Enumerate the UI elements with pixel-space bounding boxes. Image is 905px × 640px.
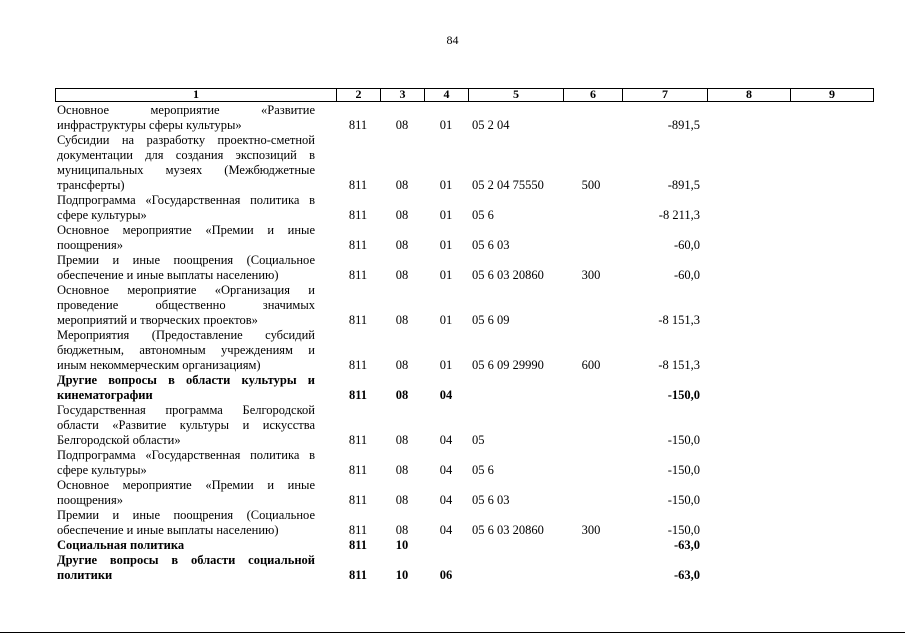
cell-c5: 05 6 03 20860 [472,268,544,282]
cell-c7: -150,0 [667,463,700,477]
cell-c2: 811 [348,118,368,132]
row-description [57,373,315,403]
table-row [0,553,905,583]
row-description [57,223,315,253]
table-row [0,253,905,283]
cell-c2: 811 [348,463,368,477]
cell-c3: 10 [395,568,409,582]
table-row [0,403,905,448]
cell-c3: 08 [395,313,409,327]
row-description [57,283,315,328]
table-row [0,508,905,538]
header-frame [55,88,874,102]
cell-c2: 811 [348,313,368,327]
cell-c7: -8 151,3 [658,313,700,327]
description-line: Основное мероприятие «Премии и иные [57,478,315,492]
cell-c2: 811 [348,493,368,507]
cell-c2: 811 [348,523,368,537]
cell-c6 [562,118,620,133]
description-line: обеспечение и иные выплаты населению) [57,268,279,282]
cell-c5: 05 2 04 [472,118,510,132]
header-col-3: 3 [380,88,424,102]
description-line: Премии и иные поощрения (Социальное [57,253,315,267]
table-row [0,448,905,478]
table-row [0,478,905,508]
cell-c5: 05 2 04 75550 [472,178,544,192]
row-description [57,553,315,583]
row-description [57,103,315,133]
description-line: Подпрограмма «Государственная политика в [57,448,315,462]
header-col-7: 7 [622,88,707,102]
cell-c3: 08 [395,388,409,402]
cell-c5 [472,568,572,583]
row-description [57,253,315,283]
header-col-1: 1 [55,88,336,102]
cell-c7: -8 151,3 [658,358,700,372]
cell-c2: 811 [348,178,368,192]
description-line: поощрения» [57,238,123,252]
description-line: поощрения» [57,493,123,507]
cell-c6 [562,313,620,328]
cell-c3: 08 [395,523,409,537]
description-line: Основное мероприятие «Развитие [57,103,315,117]
table-row [0,103,905,133]
cell-c2: 811 [348,388,368,402]
description-line: области «Развитие культуры и искусства [57,418,315,432]
cell-c2: 811 [348,268,368,282]
table-row [0,328,905,373]
table-row [0,538,905,553]
cell-c5 [472,388,572,403]
description-line: иным некоммерческим организациям) [57,358,261,372]
cell-c4 [424,538,468,553]
cell-c6: 600 [581,358,601,372]
cell-c4: 04 [439,493,453,507]
cell-c6 [562,238,620,253]
cell-c4: 06 [439,568,453,582]
header-col-5: 5 [468,88,563,102]
description-line: политики [57,568,113,582]
row-description [57,403,315,448]
description-line: Подпрограмма «Государственная политика в [57,193,315,207]
table-row [0,283,905,328]
row-description [57,193,315,223]
description-line: Основное мероприятие «Организация и [57,283,315,297]
description-line: Белгородской области» [57,433,181,447]
cell-c6 [562,568,620,583]
cell-c3: 08 [395,433,409,447]
cell-c4: 01 [439,268,453,282]
cell-c3: 08 [395,358,409,372]
cell-c7: -60,0 [673,238,700,252]
cell-c7: -891,5 [667,178,700,192]
cell-c2: 811 [348,568,368,582]
description-line: Государственная программа Белгородской [57,403,315,417]
description-line: инфраструктуры сферы культуры» [57,118,242,132]
description-line: обеспечение и иные выплаты населению) [57,523,279,537]
description-line: Мероприятия (Предоставление субсидий [57,328,315,342]
description-line: мероприятий и творческих проектов» [57,313,258,327]
cell-c7: -8 211,3 [658,208,700,222]
cell-c2: 811 [348,433,368,447]
cell-c7: -63,0 [673,538,700,552]
cell-c6 [562,463,620,478]
description-line: Социальная политика [57,538,185,552]
cell-c2: 811 [348,538,368,552]
cell-c3: 08 [395,178,409,192]
description-line: Основное мероприятие «Премии и иные [57,223,315,237]
table-row [0,193,905,223]
description-line: документации для создания экспозиций в [57,148,315,162]
cell-c3: 08 [395,118,409,132]
cell-c6 [562,388,620,403]
cell-c4: 04 [439,388,453,402]
description-line: кинематографии [57,388,153,402]
table-row [0,373,905,403]
cell-c4: 04 [439,433,453,447]
cell-c2: 811 [348,358,368,372]
cell-c5: 05 6 [472,463,494,477]
description-line: Другие вопросы в области культуры и [57,373,315,387]
cell-c5: 05 6 03 [472,238,510,252]
row-description [57,448,315,478]
cell-c4: 01 [439,178,453,192]
cell-c6: 300 [581,523,601,537]
cell-c4: 04 [439,463,453,477]
cell-c3: 08 [395,493,409,507]
cell-c3: 10 [395,538,409,552]
description-line: муниципальных музеях (Межбюджетные [57,163,315,177]
page-number: 84 [446,33,459,47]
cell-c7: -150,0 [667,388,700,402]
cell-c7: -150,0 [667,493,700,507]
cell-c2: 811 [348,208,368,222]
cell-c5: 05 6 09 29990 [472,358,544,372]
header-col-2: 2 [336,88,380,102]
row-description [57,478,315,508]
cell-c6 [562,208,620,223]
cell-c4: 01 [439,238,453,252]
cell-c7: -891,5 [667,118,700,132]
description-line: проведение общественно значимых [57,298,315,312]
description-line: Субсидии на разработку проектно-сметной [57,133,315,147]
cell-c7: -150,0 [667,523,700,537]
cell-c3: 08 [395,463,409,477]
cell-c6 [562,538,620,553]
row-description [57,328,315,373]
header-col-8: 8 [707,88,790,102]
cell-c7: -60,0 [673,268,700,282]
table-row [0,223,905,253]
table-row [0,133,905,193]
cell-c7: -150,0 [667,433,700,447]
cell-c6 [562,433,620,448]
description-line: бюджетным, автономным учреждениям и [57,343,315,357]
header-col-4: 4 [424,88,468,102]
row-description [57,133,315,193]
row-description [57,508,315,538]
cell-c7: -63,0 [673,568,700,582]
cell-c4: 01 [439,313,453,327]
cell-c4: 01 [439,118,453,132]
cell-c5 [472,538,572,553]
description-line: трансферты) [57,178,125,192]
cell-c5: 05 6 09 [472,313,510,327]
description-line: Другие вопросы в области социальной [57,553,315,567]
cell-c5: 05 6 03 [472,493,510,507]
cell-c5: 05 [472,433,485,447]
cell-c4: 01 [439,208,453,222]
cell-c3: 08 [395,268,409,282]
cell-c4: 01 [439,358,453,372]
bottom-rule [0,632,905,633]
cell-c2: 811 [348,238,368,252]
description-line: сфере культуры» [57,463,147,477]
cell-c3: 08 [395,238,409,252]
header-col-9: 9 [790,88,874,102]
cell-c6: 300 [581,268,601,282]
cell-c3: 08 [395,208,409,222]
description-line: Премии и иные поощрения (Социальное [57,508,315,522]
cell-c4: 04 [439,523,453,537]
header-col-6: 6 [563,88,622,102]
row-description [57,538,315,553]
description-line: сфере культуры» [57,208,147,222]
cell-c6: 500 [581,178,601,192]
cell-c5: 05 6 [472,208,494,222]
cell-c5: 05 6 03 20860 [472,523,544,537]
cell-c6 [562,493,620,508]
